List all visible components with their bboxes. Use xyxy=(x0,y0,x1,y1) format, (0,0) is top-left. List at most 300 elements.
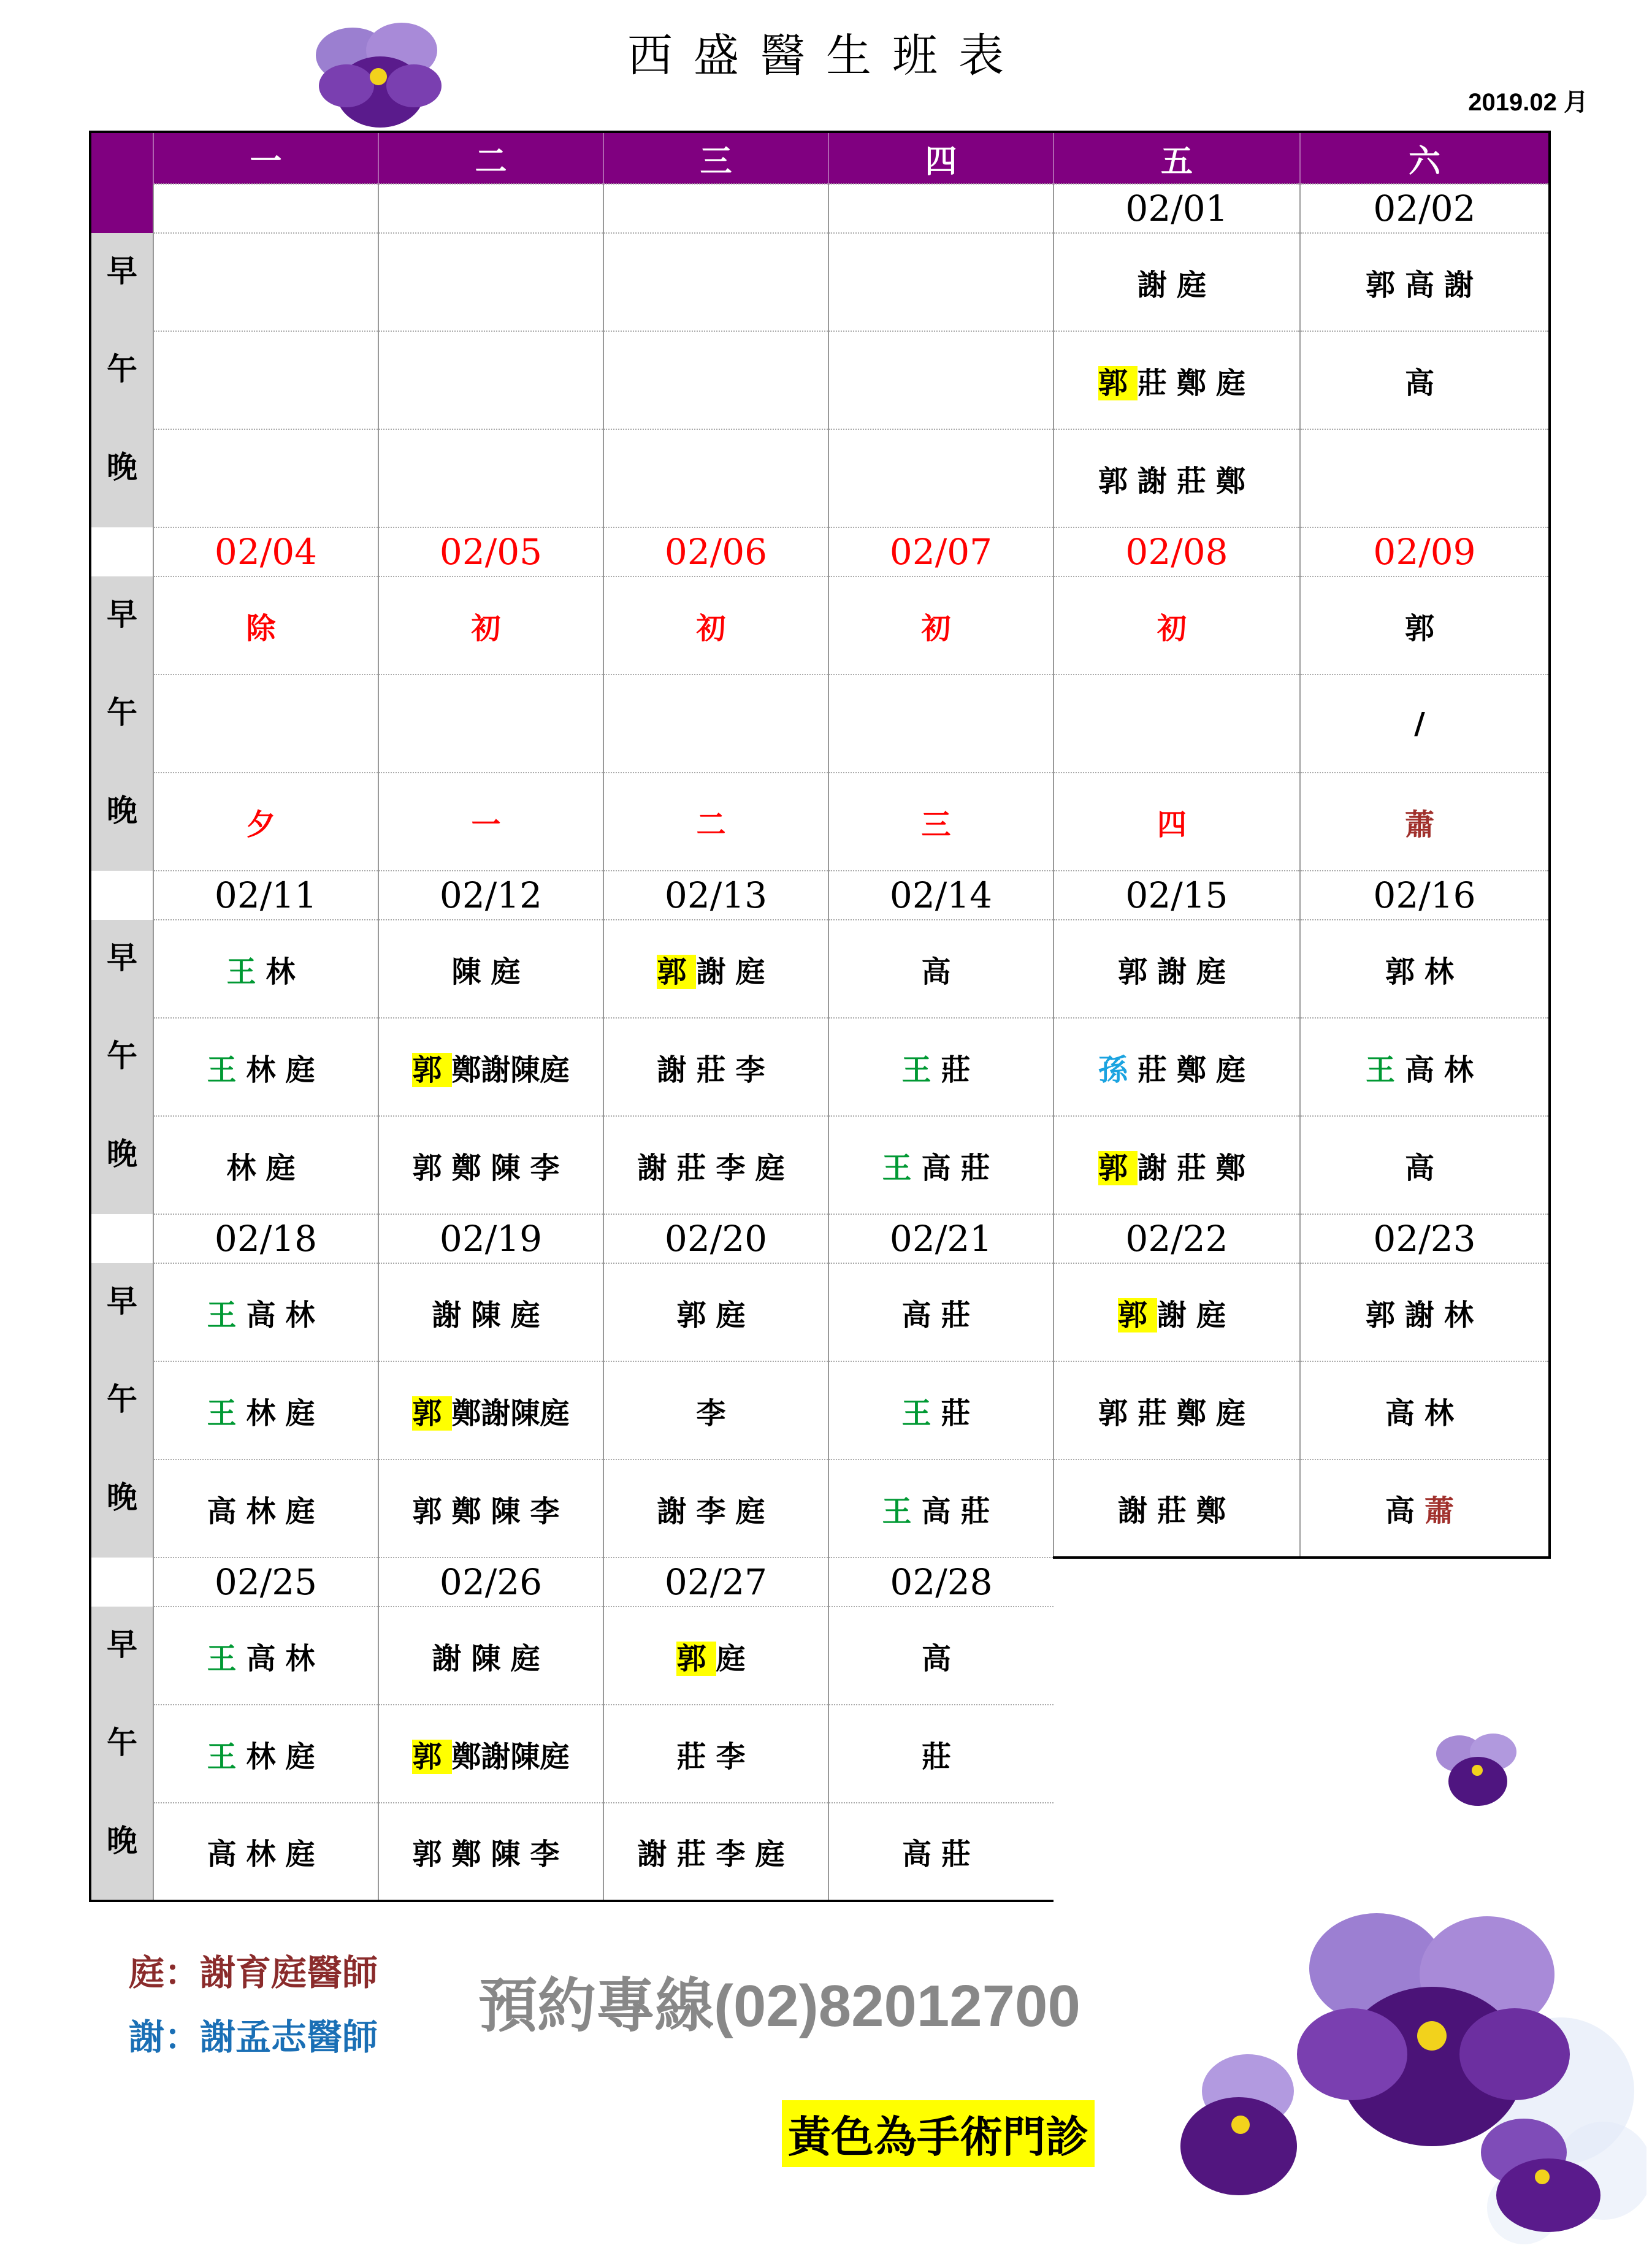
doctor-code: 謝 xyxy=(657,1052,697,1087)
legend-ting: 庭：謝育庭醫師 xyxy=(129,1952,378,1994)
doctor-code: 高 xyxy=(207,1837,247,1871)
doctor-code: 莊 xyxy=(941,1396,981,1431)
date-row xyxy=(90,1558,1550,1607)
doctor-code: 鄭 xyxy=(1196,1494,1236,1528)
date-cell: 02/18 xyxy=(153,1214,378,1263)
doctor-code: 郭 xyxy=(1117,954,1157,989)
schedule-cell xyxy=(1054,576,1300,675)
date-cell: 02/26 xyxy=(378,1558,603,1607)
doctor-code: 謝 xyxy=(1157,954,1196,989)
doctor-code: 謝 xyxy=(1117,1494,1157,1528)
date-cell: 02/21 xyxy=(828,1214,1054,1263)
weekday-header: 三 xyxy=(603,132,828,184)
schedule-cell xyxy=(378,1459,603,1558)
doctor-code: 王 xyxy=(207,1396,247,1431)
date-cell: 02/06 xyxy=(603,527,828,576)
date-cell: 02/16 xyxy=(1300,871,1550,920)
doctor-code: 王 xyxy=(1365,1052,1405,1087)
doctor-code: 莊 xyxy=(960,1494,1000,1529)
empty-cell xyxy=(1054,1803,1300,1901)
empty-cell xyxy=(1300,1705,1550,1803)
doctor-code: 庭 xyxy=(1196,954,1236,989)
schedule-cell xyxy=(828,675,1054,773)
doctor-code: 莊 xyxy=(941,1298,981,1332)
schedule-cell xyxy=(1054,675,1300,773)
doctor-code: 高 xyxy=(246,1641,286,1676)
schedule-cell xyxy=(378,920,603,1018)
doctor-code: 庭 xyxy=(285,1396,325,1431)
doctor-code: 初 xyxy=(1157,611,1196,646)
schedule-cell xyxy=(603,1803,828,1901)
doctor-code: 郭 xyxy=(412,1396,452,1431)
doctor-code: 謝 xyxy=(657,1494,697,1529)
doctor-code: 高 xyxy=(1385,1494,1424,1528)
date-cell: 02/05 xyxy=(378,527,603,576)
doctor-code: 鄭 xyxy=(451,1837,491,1871)
shift-label: 早 xyxy=(90,1263,153,1361)
date-cell: 02/15 xyxy=(1054,871,1300,920)
doctor-code: 王 xyxy=(207,1739,247,1774)
schedule-cell xyxy=(1300,1361,1550,1459)
schedule-cell xyxy=(153,1361,378,1459)
shift-label: 早 xyxy=(90,233,153,331)
doctor-code: 謝 xyxy=(1404,1298,1444,1332)
schedule-cell xyxy=(828,773,1054,871)
schedule-cell xyxy=(1300,233,1550,331)
schedule-cell xyxy=(153,233,378,331)
doctor-code: 王 xyxy=(226,954,266,989)
shift-row xyxy=(90,576,1550,675)
schedule-cell xyxy=(1054,1018,1300,1116)
doctor-code: 陳 xyxy=(491,1837,530,1871)
schedule-cell xyxy=(1300,675,1550,773)
doctor-code: 高 xyxy=(246,1298,286,1332)
date-cell xyxy=(828,184,1054,233)
doctor-code: 郭 xyxy=(676,1298,716,1332)
schedule-cell xyxy=(1300,773,1550,871)
doctor-code: 郭 xyxy=(1117,1298,1157,1332)
doctor-code: 初 xyxy=(921,611,961,646)
doctor-code: 陳 xyxy=(451,954,491,989)
schedule-cell xyxy=(603,576,828,675)
shift-label: 午 xyxy=(90,1018,153,1116)
schedule-cell xyxy=(603,675,828,773)
schedule-cell xyxy=(603,1263,828,1361)
schedule-cell xyxy=(1300,1116,1550,1214)
doctor-code: 林 xyxy=(1444,1052,1484,1087)
doctor-code: 庭 xyxy=(1216,1052,1256,1087)
doctor-code: 林 xyxy=(246,1396,286,1431)
doctor-code: 莊 xyxy=(1157,1494,1196,1528)
schedule-cell xyxy=(828,1705,1054,1803)
schedule-cell xyxy=(1300,576,1550,675)
doctor-code: 莊 xyxy=(1177,1150,1217,1185)
doctor-code: 謝 xyxy=(1137,1150,1177,1185)
schedule-cell xyxy=(153,1459,378,1558)
date-cell: 02/13 xyxy=(603,871,828,920)
doctor-code: 李 xyxy=(716,1150,755,1185)
empty-cell xyxy=(1300,1558,1550,1607)
doctor-code: 陳 xyxy=(491,1150,530,1185)
date-cell: 02/07 xyxy=(828,527,1054,576)
schedule-cell xyxy=(828,1263,1054,1361)
schedule-cell xyxy=(378,331,603,429)
doctor-code: 庭 xyxy=(266,1150,305,1185)
schedule-cell xyxy=(603,1459,828,1558)
doctor-code: 王 xyxy=(901,1396,941,1431)
schedule-cell xyxy=(1300,920,1550,1018)
doctor-code: 郭 xyxy=(412,1150,452,1185)
doctor-code: 李 xyxy=(696,1396,736,1431)
empty-cell xyxy=(1054,1705,1300,1803)
doctor-code: 庭 xyxy=(755,1150,795,1185)
date-row xyxy=(90,871,1550,920)
doctor-code: 林 xyxy=(246,1052,286,1087)
schedule-cell xyxy=(1054,1263,1300,1361)
doctor-code: 高 xyxy=(921,954,961,989)
doctor-code: 莊 xyxy=(676,1150,716,1185)
doctor-code: 高 xyxy=(921,1641,961,1676)
date-row xyxy=(90,527,1550,576)
date-cell xyxy=(378,184,603,233)
date-row-label xyxy=(90,527,153,576)
doctor-code: 陳 xyxy=(471,1298,511,1332)
shift-label: 晚 xyxy=(90,429,153,527)
doctor-code: 謝 xyxy=(637,1837,677,1871)
schedule-cell xyxy=(603,233,828,331)
doctor-code: 郭 xyxy=(1365,267,1405,302)
schedule-cell xyxy=(153,1705,378,1803)
doctor-code: 庭 xyxy=(1177,267,1217,302)
schedule-cell xyxy=(603,1705,828,1803)
doctor-code: 二 xyxy=(696,807,736,842)
doctor-code: 莊 xyxy=(921,1739,961,1774)
doctor-code: 蕭 xyxy=(1424,1494,1464,1528)
doctor-code: 林 xyxy=(1424,1396,1464,1431)
weekday-header: 六 xyxy=(1300,132,1550,184)
doctor-code: 李 xyxy=(530,1150,570,1185)
doctor-code: 郭 xyxy=(412,1739,452,1774)
shift-row xyxy=(90,233,1550,331)
doctor-code: 謝 xyxy=(1157,1298,1196,1332)
doctor-code: 王 xyxy=(882,1494,922,1529)
schedule-cell xyxy=(828,1018,1054,1116)
schedule-cell xyxy=(1054,331,1300,429)
doctor-code: 王 xyxy=(882,1150,922,1185)
doctor-code: 謝 xyxy=(432,1641,472,1676)
shift-label: 早 xyxy=(90,920,153,1018)
doctor-code: 高 xyxy=(1404,1150,1444,1185)
doctor-code: 初 xyxy=(696,611,736,646)
legend-xie: 謝：謝孟志醫師 xyxy=(129,2016,378,2058)
doctor-code: 李 xyxy=(530,1837,570,1871)
doctor-code: 庭 xyxy=(491,954,530,989)
doctor-code: 郭 xyxy=(1365,1298,1405,1332)
doctor-code: 林 xyxy=(246,1837,286,1871)
date-cell: 02/27 xyxy=(603,1558,828,1607)
date-cell: 02/04 xyxy=(153,527,378,576)
schedule-cell xyxy=(603,1607,828,1705)
schedule-cell xyxy=(153,1116,378,1214)
doctor-code: 庭 xyxy=(285,1739,325,1774)
date-cell: 02/22 xyxy=(1054,1214,1300,1263)
schedule-cell xyxy=(1300,331,1550,429)
shift-label: 晚 xyxy=(90,773,153,871)
date-cell: 02/14 xyxy=(828,871,1054,920)
schedule-body xyxy=(90,184,1550,1901)
date-cell: 02/09 xyxy=(1300,527,1550,576)
date-row-label xyxy=(90,1214,153,1263)
empty-cell xyxy=(1300,1803,1550,1901)
doctor-code: 一 xyxy=(471,807,511,842)
doctor-code: 郭 xyxy=(412,1837,452,1871)
schedule-cell xyxy=(828,1607,1054,1705)
doctor-code: 莊 xyxy=(676,1739,716,1774)
schedule-cell xyxy=(153,1018,378,1116)
date-cell: 02/25 xyxy=(153,1558,378,1607)
schedule-cell xyxy=(828,1116,1054,1214)
doctor-code: 王 xyxy=(207,1298,247,1332)
doctor-code: 鄭 xyxy=(1177,1052,1217,1087)
doctor-code: 鄭謝陳庭 xyxy=(451,1739,570,1774)
doctor-code: 高 xyxy=(1404,1052,1444,1087)
doctor-code: 謝 xyxy=(1137,464,1177,499)
schedule-cell xyxy=(378,1116,603,1214)
doctor-code: 庭 xyxy=(285,1052,325,1087)
schedule-cell xyxy=(153,773,378,871)
shift-label: 早 xyxy=(90,576,153,675)
schedule-cell xyxy=(828,233,1054,331)
doctor-code: 林 xyxy=(246,1494,286,1529)
doctor-code: 李 xyxy=(716,1837,755,1871)
shift-row xyxy=(90,1263,1550,1361)
doctor-code: 郭 xyxy=(657,954,697,989)
doctor-code: 莊 xyxy=(941,1052,981,1087)
date-cell: 02/12 xyxy=(378,871,603,920)
doctor-code: 李 xyxy=(530,1494,570,1529)
shift-label: 午 xyxy=(90,1361,153,1459)
shift-row xyxy=(90,675,1550,773)
doctor-code: 莊 xyxy=(1137,365,1177,400)
doctor-code: 謝 xyxy=(696,954,736,989)
schedule-cell xyxy=(378,675,603,773)
doctor-code: 庭 xyxy=(285,1494,325,1529)
schedule-cell xyxy=(1054,429,1300,527)
date-cell: 02/19 xyxy=(378,1214,603,1263)
doctor-code: 高 xyxy=(207,1494,247,1529)
date-cell: 02/28 xyxy=(828,1558,1054,1607)
date-cell: 02/01 xyxy=(1054,184,1300,233)
date-cell: 02/20 xyxy=(603,1214,828,1263)
doctor-code: 郭 xyxy=(1098,1396,1138,1431)
schedule-cell xyxy=(378,429,603,527)
schedule-cell xyxy=(378,1263,603,1361)
schedule-cell xyxy=(828,920,1054,1018)
doctor-code: 李 xyxy=(696,1494,736,1529)
appointment-phone: 預約專線(02)82012700 xyxy=(478,1973,1080,2039)
doctor-code: 庭 xyxy=(510,1641,550,1676)
schedule-cell xyxy=(378,1607,603,1705)
doctor-code: 謝 xyxy=(1444,267,1484,302)
shift-row xyxy=(90,1116,1550,1214)
doctor-code: 庭 xyxy=(735,954,775,989)
schedule-cell xyxy=(828,1361,1054,1459)
schedule-cell xyxy=(1054,233,1300,331)
date-row-label xyxy=(90,871,153,920)
date-cell: 02/11 xyxy=(153,871,378,920)
page-title: 西盛醫生班表 xyxy=(627,29,1025,82)
doctor-code: / xyxy=(1414,706,1435,741)
doctor-code: 鄭 xyxy=(1177,365,1217,400)
doctor-code: 高 xyxy=(921,1150,961,1185)
weekday-header: 一 xyxy=(153,132,378,184)
doctor-code: 林 xyxy=(226,1150,266,1185)
doctor-code: 王 xyxy=(207,1641,247,1676)
empty-cell xyxy=(1054,1558,1300,1607)
weekday-header: 五 xyxy=(1054,132,1300,184)
schedule-cell xyxy=(153,920,378,1018)
doctor-code: 郭 xyxy=(412,1494,452,1529)
doctor-code: 鄭謝陳庭 xyxy=(451,1052,570,1087)
shift-row xyxy=(90,1361,1550,1459)
doctor-code: 林 xyxy=(1424,954,1464,989)
schedule-cell xyxy=(153,1803,378,1901)
doctor-code: 鄭 xyxy=(1216,1150,1256,1185)
doctor-code: 李 xyxy=(735,1052,775,1087)
schedule-cell xyxy=(378,576,603,675)
doctor-code: 四 xyxy=(1157,807,1196,842)
doctor-code: 林 xyxy=(285,1298,325,1332)
empty-cell xyxy=(1054,1607,1300,1705)
doctor-code: 鄭 xyxy=(451,1494,491,1529)
shift-row xyxy=(90,1459,1550,1558)
schedule-cell xyxy=(378,233,603,331)
doctor-code: 除 xyxy=(246,611,286,646)
doctor-code: 郭 xyxy=(676,1641,716,1676)
doctor-code: 夕 xyxy=(246,807,286,842)
doctor-code: 李 xyxy=(716,1739,755,1774)
date-cell: 02/08 xyxy=(1054,527,1300,576)
shift-row xyxy=(90,1803,1550,1901)
schedule-cell xyxy=(1054,1459,1300,1558)
month-label: 2019.02 月 xyxy=(1468,89,1588,116)
weekday-header: 四 xyxy=(828,132,1054,184)
doctor-code: 庭 xyxy=(755,1837,795,1871)
shift-row xyxy=(90,331,1550,429)
date-cell: 02/02 xyxy=(1300,184,1550,233)
shift-row xyxy=(90,920,1550,1018)
schedule-cell xyxy=(378,1803,603,1901)
schedule-cell xyxy=(603,920,828,1018)
header-corner xyxy=(90,132,153,184)
schedule-cell xyxy=(828,576,1054,675)
schedule-cell xyxy=(603,1361,828,1459)
shift-label: 午 xyxy=(90,675,153,773)
schedule-cell xyxy=(603,1116,828,1214)
schedule-cell xyxy=(828,331,1054,429)
shift-label: 午 xyxy=(90,1705,153,1803)
schedule-cell xyxy=(603,1018,828,1116)
schedule-cell xyxy=(378,1361,603,1459)
doctor-code: 莊 xyxy=(941,1837,981,1871)
shift-label: 晚 xyxy=(90,1116,153,1214)
schedule-cell xyxy=(1054,920,1300,1018)
doctor-code: 林 xyxy=(266,954,305,989)
surgery-note: 黃色為手術門診 xyxy=(782,2100,1095,2167)
shift-row xyxy=(90,1705,1550,1803)
shift-row xyxy=(90,1018,1550,1116)
doctor-code: 王 xyxy=(207,1052,247,1087)
date-cell: 02/23 xyxy=(1300,1214,1550,1263)
doctor-code: 郭 xyxy=(1098,1150,1138,1185)
schedule-cell xyxy=(153,429,378,527)
schedule-cell xyxy=(1054,1116,1300,1214)
doctor-code: 謝 xyxy=(432,1298,472,1332)
doctor-code: 庭 xyxy=(1216,365,1256,400)
date-row-label xyxy=(90,184,153,233)
schedule-cell xyxy=(153,675,378,773)
shift-label: 午 xyxy=(90,331,153,429)
doctor-code: 林 xyxy=(246,1739,286,1774)
shift-label: 早 xyxy=(90,1607,153,1705)
schedule-cell xyxy=(153,331,378,429)
pansy-flower-icon xyxy=(310,12,451,135)
doctor-code: 莊 xyxy=(676,1837,716,1871)
doctor-code: 鄭 xyxy=(1216,464,1256,499)
shift-row xyxy=(90,773,1550,871)
doctor-code: 莊 xyxy=(1137,1396,1177,1431)
doctor-code: 謝 xyxy=(1137,267,1177,302)
doctor-code: 高 xyxy=(901,1298,941,1332)
date-row-label xyxy=(90,1558,153,1607)
doctor-code: 莊 xyxy=(1177,464,1217,499)
doctor-code: 謝 xyxy=(637,1150,677,1185)
doctor-code: 三 xyxy=(921,807,961,842)
doctor-code: 郭 xyxy=(1098,365,1138,400)
schedule-cell xyxy=(1300,1018,1550,1116)
schedule-cell xyxy=(153,1263,378,1361)
doctor-code: 莊 xyxy=(696,1052,736,1087)
doctor-code: 庭 xyxy=(735,1494,775,1529)
doctor-code: 郭 xyxy=(1098,464,1138,499)
schedule-cell xyxy=(153,1607,378,1705)
doctor-code: 郭 xyxy=(1385,954,1424,989)
doctor-code: 初 xyxy=(471,611,511,646)
doctor-code: 鄭謝陳庭 xyxy=(451,1396,570,1431)
doctor-code: 高 xyxy=(901,1837,941,1871)
schedule-cell xyxy=(603,429,828,527)
schedule-cell xyxy=(153,576,378,675)
doctor-code: 庭 xyxy=(285,1837,325,1871)
weekday-header: 二 xyxy=(378,132,603,184)
doctor-code: 庭 xyxy=(1216,1396,1256,1431)
schedule-cell xyxy=(828,1459,1054,1558)
schedule-table xyxy=(89,131,1551,1902)
doctor-code: 鄭 xyxy=(451,1150,491,1185)
schedule-cell xyxy=(1054,1361,1300,1459)
schedule-cell xyxy=(603,773,828,871)
date-cell xyxy=(603,184,828,233)
shift-label: 晚 xyxy=(90,1803,153,1901)
schedule-cell xyxy=(378,773,603,871)
doctor-code: 王 xyxy=(901,1052,941,1087)
schedule-cell xyxy=(828,1803,1054,1901)
doctor-code: 莊 xyxy=(960,1150,1000,1185)
pansy-flower-cluster-icon xyxy=(1180,1889,1646,2244)
doctor-code: 孫 xyxy=(1098,1052,1138,1087)
date-cell xyxy=(153,184,378,233)
schedule-cell xyxy=(378,1705,603,1803)
